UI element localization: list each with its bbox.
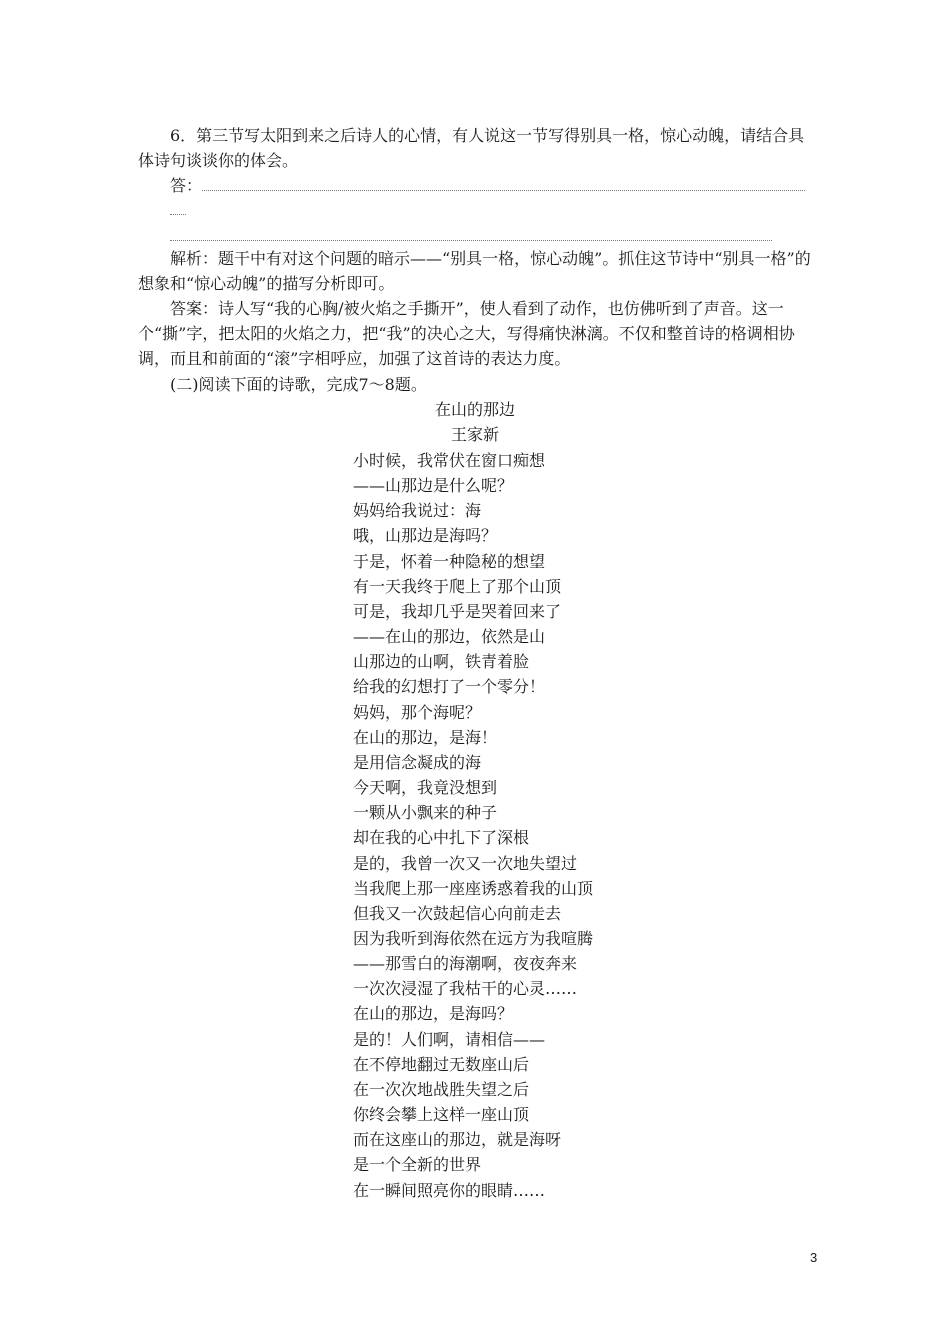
poem-line: 在一次次地战胜失望之后 [353, 1079, 530, 1099]
answer-blank-line-3[interactable] [170, 240, 772, 241]
poem-line: 是的，我曾一次又一次地失望过 [353, 853, 578, 873]
poem-line: 今天啊，我竟没想到 [353, 778, 498, 798]
question-6-prompt: 6．第三节写太阳到来之后诗人的心情，有人说这一节写得别具一格，惊心动魄，请结合具体诗句谈谈你的体会。 [138, 126, 805, 170]
poem-line: 于是，怀着一种隐秘的想望 [353, 551, 546, 571]
question-6-analysis: 解析：题干中有对这个问题的暗示——“别具一格，惊心动魄”。抓住这节诗中“别具一格”的想象和“惊心动魄”的描写分析即可。 [138, 249, 811, 293]
poem-line: 哦，山那边是海吗？ [353, 526, 498, 546]
poem-line: 当我爬上那一座座诱惑着我的山顶 [353, 878, 594, 898]
poem-title: 在山的那边 [434, 400, 515, 419]
poem-line: 有一天我终于爬上了那个山顶 [353, 576, 562, 596]
poem-line: 在山的那边，是海！ [353, 727, 498, 747]
poem-line: 是的！人们啊，请相信—— [353, 1029, 546, 1049]
poem-author: 王家新 [450, 425, 499, 444]
page-number: 3 [810, 1250, 818, 1265]
question-6-answer: 答案：诗人写“我的心胸/被火焰之手撕开”，使人看到了动作，也仿佛听到了声音。这一个“撕”字，把太阳的火焰之力，把“我”的决心之大，写得痛快淋漓。不仅和整首诗的格调相协调，而且和前面的“滚”字相呼应，加强了这首诗的表达力度。 [138, 299, 795, 368]
poem-line: 是一个全新的世界 [353, 1155, 482, 1175]
poem-line: 你终会攀上这样一座山顶 [353, 1105, 530, 1125]
poem-line: ——在山的那边，依然是山 [353, 627, 546, 647]
poem-line: 因为我听到海依然在远方为我喧腾 [353, 928, 594, 948]
poem-line: ——那雪白的海潮啊，夜夜奔来 [353, 954, 578, 974]
section-instruction: (二)阅读下面的诗歌，完成7～8题。 [170, 375, 427, 394]
poem-line: 在山的那边，是海吗？ [353, 1004, 514, 1024]
poem-line: 在一瞬间照亮你的眼睛…… [353, 1180, 546, 1200]
poem-line: 给我的幻想打了一个零分！ [353, 677, 546, 697]
poem-line: 一次次浸湿了我枯干的心灵…… [353, 979, 578, 999]
answer-blank-line-1[interactable] [202, 190, 805, 191]
poem-line: 是用信念凝成的海 [353, 752, 482, 772]
answer-label: 答： [170, 176, 203, 195]
poem-line: 一颗从小飘来的种子 [353, 803, 498, 823]
poem-line: ——山那边是什么呢？ [353, 476, 514, 496]
poem-line: 而在这座山的那边，就是海呀 [353, 1130, 562, 1150]
poem-body [353, 448, 773, 1203]
poem-line: 可是，我却几乎是哭着回来了 [353, 601, 562, 621]
answer-blank-line-2[interactable] [170, 214, 186, 215]
poem-line: 在不停地翻过无数座山后 [353, 1054, 530, 1074]
poem-line: 妈妈，那个海呢？ [353, 702, 482, 722]
poem-line: 但我又一次鼓起信心向前走去 [353, 903, 562, 923]
poem-line: 却在我的心中扎下了深根 [353, 828, 530, 848]
poem-line: 山那边的山啊，铁青着脸 [353, 652, 530, 672]
poem-line: 小时候，我常伏在窗口痴想 [353, 451, 546, 470]
poem-line: 妈妈给我说过：海 [353, 501, 482, 521]
